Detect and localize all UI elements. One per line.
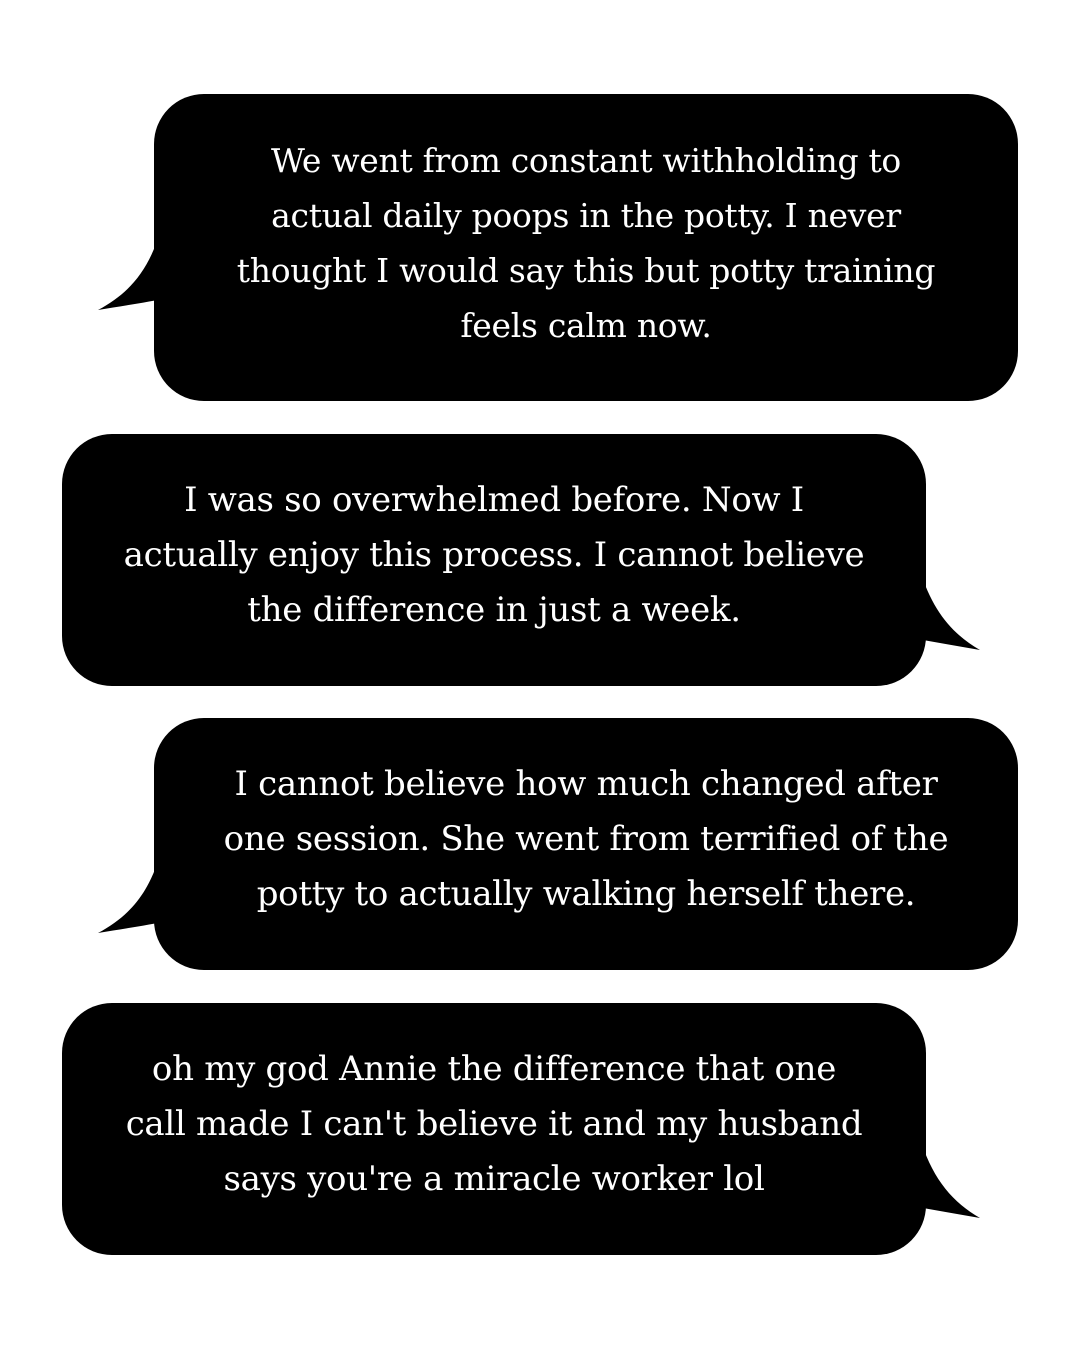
testimonial-text-3: I cannot believe how much changed after one session. She went from terrified of the potty to actually walking herself there. (223, 763, 949, 914)
testimonial-bubble-1 (154, 94, 1018, 401)
testimonial-bubble-2 (62, 434, 926, 686)
testimonial-text-4: oh my god Annie the difference that one call made I can't believe it and my husband says you're a miracle worker lol (125, 1048, 863, 1199)
testimonial-text-2: I was so overwhelmed before. Now I actually enjoy this process. I cannot believe the difference in just a week. (123, 479, 865, 630)
testimonial-text-1: We went from constant withholding to actual daily poops in the potty. I never thought I would say this but potty training feels calm now. (236, 140, 936, 345)
testimonial-bubble-3 (154, 718, 1018, 970)
testimonial-bubble-4 (62, 1003, 926, 1255)
